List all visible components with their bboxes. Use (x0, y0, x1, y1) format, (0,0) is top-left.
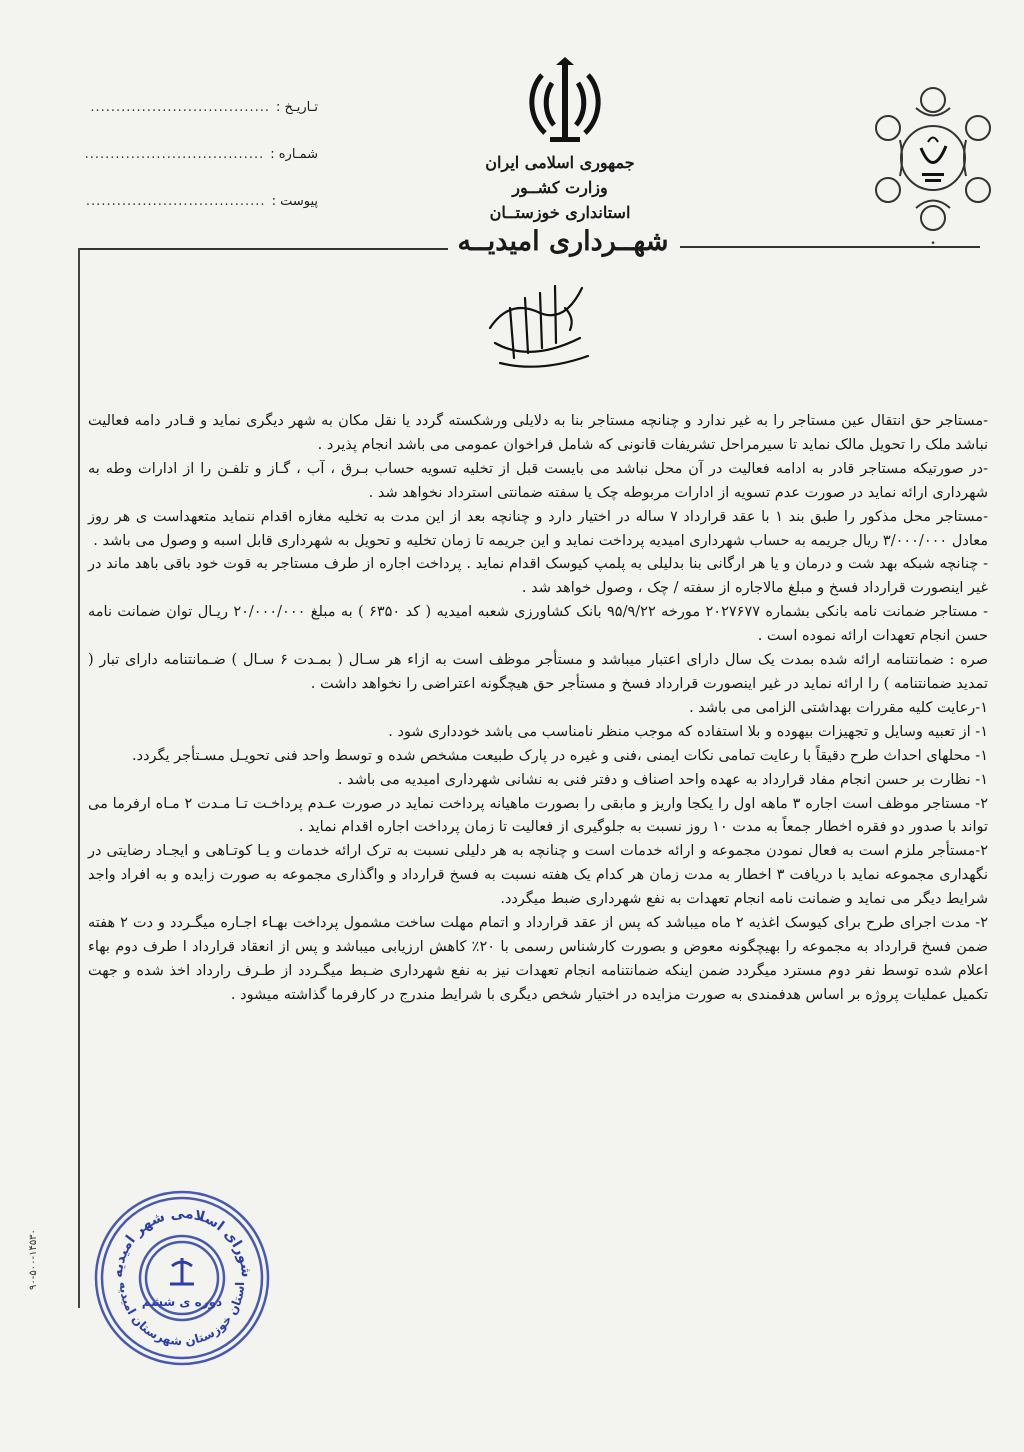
clause-11: ۲-مستأجر ملزم است به فعال نمودن مجموعه و ارائه خدمات است و چنانچه به هر دلیلی نسبت به ترک ارائه خدمات و یـا کوتـاهی و ایجـاد رضایتی در نگهداری مجموعه نماید با دریافت ۳ اخطار به مدت زمان هر کدام یک هفته نسبت به فسخ قرارداد و واگذاری مجموعه به صورت زایده و به افراد واجد شرایط دیگر می نماید و ضمانت نامه انجام تعهدات به نفع شهرداری ضبط میگردد. (88, 843, 988, 908)
clause-7: ۱- از تعبیه وسایل و تجهیزات بیهوده و بلا استفاده که موجب منظر نامناسب می باشد خودداری شود . (388, 723, 988, 740)
attachment-dots: ................................... (85, 194, 266, 209)
attachment-label: پیوست : (271, 194, 318, 209)
clause-note: صره : ضمانتنامه ارائه شده بمدت یک سال دارای اعتبار میباشد و مستأجر موظف است به ازاء هر سـال ( بمـدت ۶ سـال ) ضـمانتنامه دارای تبار ( تمدید ضمانتنامه ) را ارائه نماید در غیر اینصورت قرارداد فسخ و مستأجر حق هیچگونه اعتراضی را نخواهد داشت . (88, 652, 989, 692)
stamp-center-text: دوره ی ششم (141, 1295, 223, 1309)
clause-8: ۱- محلهای احداث طرح دقیقاً با رعایت تمامی نکات ایمنی ،فنی و غیره در پارک طبیعت مشخص شده و توسط واحد فنی تحویـل مسـتأجر یگردد. (132, 747, 988, 764)
gov-line-2: وزارت کشــور (512, 178, 608, 197)
letter-body (88, 410, 988, 1008)
number-dots: ................................... (84, 147, 265, 162)
header-rule-left (78, 248, 448, 250)
municipality-title: شهــرداری امیدیــه (457, 226, 669, 257)
clause-1: -مستاجر حق انتقال عین مستاجر را به غیر ندارد و چنانچه مستاجر بنا به دلایلی ورشکسته گردد یا نقل مکان به شهر دیگری نماید و قـادر دامه فعالیت نباشد ملک را تحویل مالک نماید تا سیرمراحل تشریفات قانونی که شامل فراخوان عمومی می باشد انجام پذیرد . (88, 413, 988, 453)
number-field (78, 147, 318, 162)
gov-line-3: استانداری خوزستــان (489, 203, 631, 222)
date-field (78, 100, 318, 115)
omidiyeh-logo-icon (866, 78, 1001, 248)
clause-9: ۱- نظارت بر حسن انجام مفاد قرارداد به عهده واحد اصناف و دفتر فنی به نشانی شهرداری امیدیه می باشد . (337, 771, 988, 788)
iran-emblem-icon (520, 55, 610, 150)
clause-5: - مستاجر ضمانت نامه بانکی بشماره ۲۰۲۷۶۷۷ مورخه ۹۵/۹/۲۲ بانک کشاورزی شعبه امیدیه ( کد ۶۳۵۰ ) به مبلغ ۲۰/۰۰۰/۰۰۰ ریـال توان ضمانت نامه حسن انجام تعهدات ارائه نموده است . (88, 604, 988, 645)
clause-3: -مستاجر محل مذکور را طبق بند ۱ با عقد قرارداد ۷ ساله در اختیار دارد و چنانچه بعد از این مدت به تخلیه مغازه اقدام ننماید متعهداست ی هر روز معادل ۳/۰۰۰/۰۰۰ ریال جریمه به حساب شهرداری امیدیه پرداخت نماید و این جریمه تا زمان تخلیه و تحویل به شهرداری قابل اسبه و وصول می باشد . (88, 508, 988, 549)
government-header (410, 150, 710, 225)
clause-4: - چنانچه شبکه بهد شت و درمان و یا هر ارگانی بنا بدلیلی به پلمپ کیوسک اقدام نماید . پرداخت اجاره از طرف مستاجر به قوت خود باقی باهد ماند در غیر اینصورت قرارداد فسخ و مبلغ مالاجاره از سفته / چک ، وصول خواهد شد . (88, 556, 988, 597)
margin-reference: ۹۰-۵۰۰-۱۴۵۳۰ (28, 1229, 39, 1290)
date-dots: ................................... (90, 100, 270, 115)
clause-6: ۱-رعایت کلیه مقررات بهداشتی الزامی می باشد . (689, 699, 988, 716)
clause-2: -در صورتیکه مستاجر قادر به ادامه فعالیت در آن محل نباشد می بایست قبل از تخلیه تسویه حساب بـرق ، آب ، گـاز و تلفـن را از ادارات وطه به شهرداری ارائه نماید در صورت عدم تسویه از ادارات مربوطه چک یا سفته ضمانتی استرداد نخواهد شد . (88, 460, 988, 501)
basmala-text: بسم الله الرحمن الرحیم (504, 371, 566, 378)
stamp-bottom-text: استان خوزستان شهرستان امیدیه (116, 1281, 248, 1349)
number-label: شمـاره : (270, 147, 318, 162)
gov-line-1: جمهوری اسلامی ایران (485, 153, 635, 172)
svg-text:•: • (930, 239, 936, 248)
stamp-top-text: شورای اسلامی شهر امیدیه (109, 1205, 255, 1279)
clause-10: ۲- مستاجر موظف است اجاره ۳ ماهه اول را یکجا واریز و مابقی را بصورت ماهیانه پرداخت نماید در صورت عـدم پرداخـت تـا مـدت ۲ مـاه ارفرما می تواند با صدور دو فقره اخطار جمعاً به مدت ۱۰ روز نسبت به جلوگیری از فعالیت تا زمان پرداخت اجاره اقدام نماید . (88, 795, 989, 836)
date-label: تـاریـخ : (276, 100, 318, 115)
council-stamp (92, 1188, 272, 1368)
basmala-calligraphy (470, 268, 600, 378)
clause-12: ۲- مدت اجرای طرح برای کیوسک اغذیه ۲ ماه میباشد که پس از عقد قرارداد و اتمام مهلت ساخت مشمول پرداخت بهـاء اجـاره میگـردد و دت ۲ هفته ضمن فسخ قرارداد به مجموعه را بهیچگونه معوض و بصورت کارشناس رسمی با ۲۰٪ کاهش ارزیابی میباشد و پس از انعقاد قرارداد ا طرف دوم بهاء اعلام شده توسط نفر دوم مسترد میگردد ضمن اینکه ضمانتنامه انجام تعهدات نیز به نفع شهرداری ضـبط میگـردد از طـرف رارداد اخذ شده و جهت تکمیل عملیات پروژه بر اساس هدفمندی به صورت مزایده در اختیار شخص دیگری با شرایط مندرج در کارفرما گذاشته میشود . (88, 915, 989, 1003)
attachment-field (78, 194, 318, 209)
